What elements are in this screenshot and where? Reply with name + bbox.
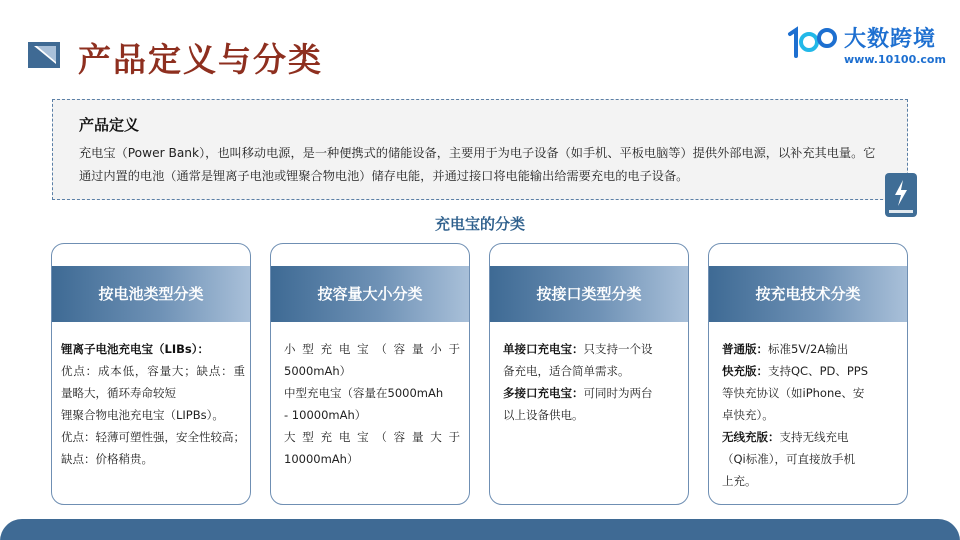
definition-panel [52,99,908,200]
card-line: 中型充电宝（容量在5000mAh [284,386,444,400]
card-label: 快充版： [722,364,768,378]
logo-mark-icon [786,24,842,60]
logo-url: www.10100.com [844,53,946,66]
card-heading: 按充电技术分类 [709,266,907,322]
lightning-charge-icon [885,173,917,217]
card-line: 支持QC、PD、PPS [768,364,869,378]
card-line: 大型充电宝（容量大于 [284,430,460,444]
card-heading: 按接口类型分类 [490,266,688,322]
card-line: 锂离子电池充电宝（LIBs）： [61,342,209,356]
card-line: 量略大，循环寿命较短 [61,386,176,400]
card-interface [489,243,689,505]
card-line: 10000mAh） [284,452,359,466]
card-label: 多接口充电宝： [503,386,584,400]
card-line: - 10000mAh） [284,408,367,422]
card-capacity [270,243,470,505]
card-heading: 按电池类型分类 [52,266,250,322]
card-line: 备充电，适合简单需求。 [503,364,630,378]
logo-name: 大数跨境 [844,27,937,52]
card-line: 只支持一个设 [583,342,653,356]
card-body [722,338,898,492]
card-body [284,338,460,470]
card-line: （Qi标准），可直接放手机 [722,452,855,466]
classification-title: 充电宝的分类 [434,215,525,233]
card-line: 锂聚合物电池充电宝（LIPBs）。 [61,408,224,422]
card-battery-type [51,243,251,505]
card-line: 可同时为两台 [583,386,653,400]
card-body [61,338,245,470]
card-line: 小型充电宝（容量小于 [284,342,460,356]
card-line: 卓快充）。 [722,408,774,422]
card-body [503,338,679,426]
card-line: 优点：成本低，容量大；缺点：重 [61,364,245,378]
definition-title: 产品定义 [79,116,140,134]
card-line: 等快充协议（如iPhone、安 [722,386,865,400]
card-line: 5000mAh） [284,364,352,378]
corner-triangle-icon [28,42,60,68]
card-line: 以上设备供电。 [503,408,584,422]
card-heading: 按容量大小分类 [271,266,469,322]
brand-logo [786,20,946,68]
card-line: 支持无线充电 [779,430,849,444]
page-title: 产品定义与分类 [78,40,323,79]
card-line: 上充。 [722,474,757,488]
definition-text: 充电宝（Power Bank），也叫移动电源，是一种便携式的储能设备，主要用于为电子设备（如手机、平板电脑等）提供外部电源，以补充其电量。它通过内置的电池（通常是锂离子电池或锂聚合物电池）储存电能，并通过接口将电能输出给需要充电的电子设备。 [79,146,876,183]
card-label: 单接口充电宝： [503,342,584,356]
footer-bar [0,519,960,540]
card-line: 缺点：价格稍贵。 [61,452,153,466]
card-line: 标准5V/2A输出 [768,342,849,356]
card-line: 优点：轻薄可塑性强，安全性较高； [61,430,245,444]
card-label: 无线充版： [722,430,780,444]
card-label: 普通版： [722,342,768,356]
lightning-badge [885,173,917,217]
card-charging-tech [708,243,908,505]
